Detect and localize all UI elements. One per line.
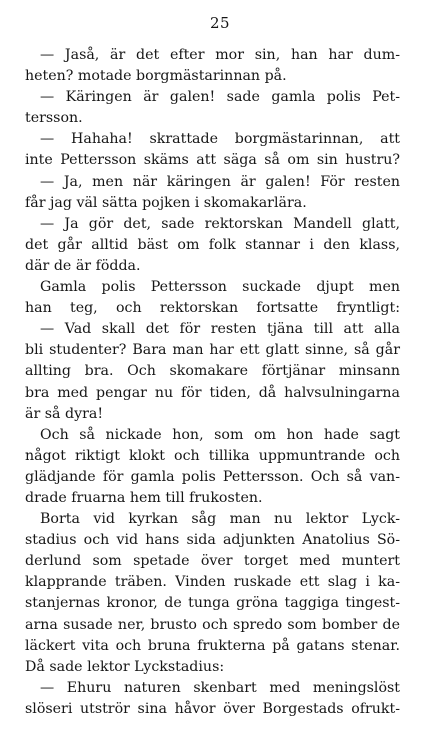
- text-line: — Jaså, är det efter mor sin, han har dum-: [40, 47, 400, 63]
- text-line: något riktigt klokt och tillika uppmuntrande och: [25, 447, 400, 464]
- text-line: — Hahaha! skrattade borgmästarinnan, att: [40, 131, 400, 148]
- text-line: tersson.: [25, 110, 83, 127]
- text-line: — Ja, men när käringen är galen! För resten: [40, 173, 400, 190]
- text-line: slöseri utströr sina håvor över Borgestads ofrukt-: [25, 700, 400, 717]
- text-line: där de är födda.: [25, 257, 141, 274]
- page-number: 25: [209, 14, 231, 32]
- text-line: Då sade lektor Lyckstadius:: [25, 658, 225, 675]
- text-line: derlund som spetade över torget med muntert: [25, 553, 400, 570]
- text-line: allting bra. Och skomakare förtjänar minsann: [25, 363, 400, 380]
- text-line: bra med pengar nu för tiden, då halvsulningarna: [25, 384, 400, 401]
- text-line: Gamla polis Pettersson suckade djupt men: [40, 279, 400, 296]
- body-text: [25, 45, 400, 720]
- text-line: heten? motade borgmästarinnan på.: [25, 68, 287, 85]
- text-line: han teg, och rektorskan fortsatte fryntligt:: [25, 300, 400, 317]
- text-line: — Ehuru naturen skenbart med meningslöst: [40, 679, 400, 696]
- text-line: Och så nickade hon, som om hon hade sagt: [40, 426, 400, 443]
- text-line: det går alltid bäst om folk stannar i den klass,: [25, 236, 400, 253]
- text-line: — Ja gör det, sade rektorskan Mandell glatt,: [40, 215, 400, 232]
- text-line: läckert vita och bruna frukterna på gatans stenar.: [25, 637, 400, 654]
- text-line: — Käringen är galen! sade gamla polis Pet-: [40, 89, 400, 106]
- text-line: klapprande träben. Vinden ruskade ett slag i ka-: [25, 574, 400, 591]
- text-line: arna susade ner, brusto och spredo som bomber de: [25, 616, 400, 633]
- text-line: är så dyra!: [25, 405, 104, 422]
- text-line: Borta vid kyrkan såg man nu lektor Lyck-: [40, 511, 400, 528]
- text-line: glädjande för gamla polis Pettersson. Och så van-: [25, 468, 400, 485]
- text-line: drade fruarna hem till frukosten.: [25, 489, 263, 506]
- text-line: inte Pettersson skäms att säga så om sin hustru?: [25, 152, 400, 169]
- text-line: — Vad skall det för resten tjäna till att alla: [40, 321, 400, 338]
- text-line: stadius och vid hans sida adjunkten Anatolius Sö-: [25, 532, 400, 549]
- text-line: bli studenter? Bara man har ett glatt sinne, så går: [25, 342, 400, 359]
- text-line: stanjernas kronor, de tunga gröna taggiga tingest-: [25, 595, 400, 612]
- text-line: får jag väl sätta pojken i skomakarlära.: [25, 194, 307, 211]
